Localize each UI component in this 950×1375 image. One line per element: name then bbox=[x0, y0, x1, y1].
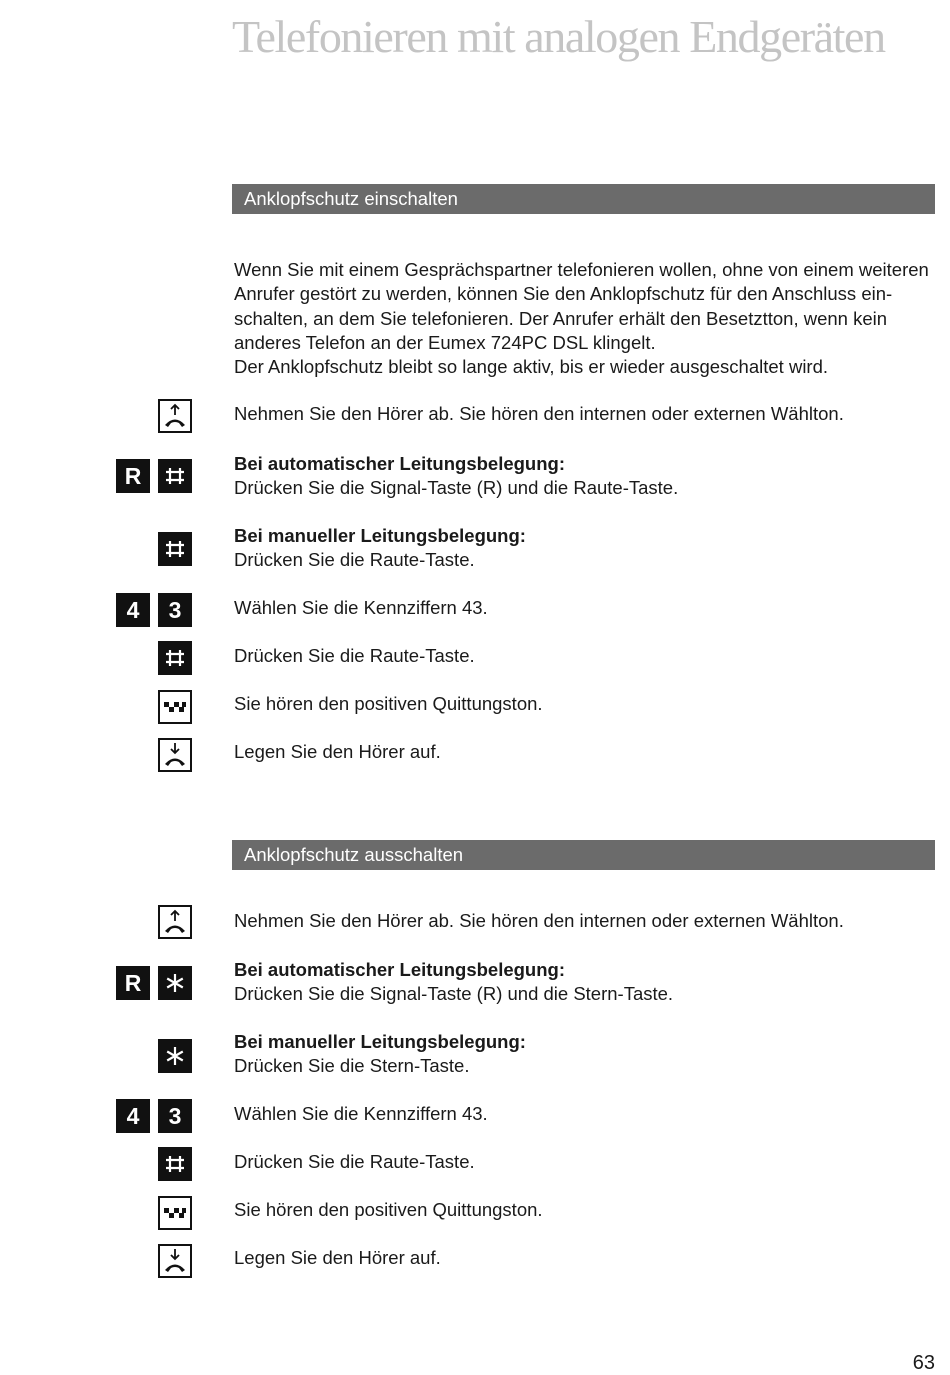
step-text: Drücken Sie die Stern-Taste. bbox=[234, 1055, 470, 1076]
step-hang-up bbox=[234, 1246, 934, 1270]
lift-handset-icon bbox=[158, 905, 192, 939]
hash-key-icon bbox=[158, 641, 192, 675]
step-press-hash bbox=[234, 1150, 934, 1174]
step-press-hash bbox=[234, 644, 934, 668]
step-dial-code bbox=[234, 1102, 934, 1126]
step-text: Drücken Sie die Raute-Taste. bbox=[234, 645, 475, 666]
step-text: Wählen Sie die Kennziffern 43. bbox=[234, 597, 488, 618]
digit-4-key: 4 bbox=[116, 593, 150, 627]
section-heading-ausschalten: Anklopfschutz ausschalten bbox=[232, 840, 935, 870]
step-automatic-line bbox=[234, 452, 934, 500]
confirmation-tone-icon bbox=[158, 1196, 192, 1230]
hash-key-icon bbox=[158, 1147, 192, 1181]
step-automatic-line bbox=[234, 958, 934, 1006]
intro-line: anderes Telefon an der Eumex 724PC DSL klingelt. bbox=[234, 331, 656, 353]
intro-line: Der Anklopfschutz bleibt so lange aktiv, bis er wieder ausgeschaltet wird. bbox=[234, 356, 829, 378]
step-lift-handset bbox=[234, 909, 934, 933]
step-text: Drücken Sie die Raute-Taste. bbox=[234, 1151, 475, 1172]
step-text: Drücken Sie die Signal-Taste (R) und die Raute-Taste. bbox=[234, 477, 679, 498]
intro-line: schalten, an dem Sie telefonieren. Der Anrufer erhält den Besetztton, wenn kein bbox=[234, 307, 888, 329]
step-text: Legen Sie den Hörer auf. bbox=[234, 1247, 441, 1268]
intro-paragraph bbox=[234, 258, 934, 379]
lift-handset-icon bbox=[158, 399, 192, 433]
step-text: Sie hören den positiven Quittungston. bbox=[234, 1199, 543, 1220]
step-text: Wählen Sie die Kennziffern 43. bbox=[234, 1103, 488, 1124]
step-title: Bei manueller Leitungsbelegung: bbox=[234, 1031, 526, 1052]
step-text: Nehmen Sie den Hörer ab. Sie hören den internen oder externen Wählton. bbox=[234, 403, 844, 424]
intro-line: Anrufer gestört zu werden, können Sie den Anklopfschutz für den Anschluss ein- bbox=[234, 283, 893, 305]
confirmation-tone-icon bbox=[158, 690, 192, 724]
star-key-icon bbox=[158, 966, 192, 1000]
step-text: Legen Sie den Hörer auf. bbox=[234, 741, 441, 762]
step-title: Bei automatischer Leitungsbelegung: bbox=[234, 959, 565, 980]
step-manual-line bbox=[234, 524, 934, 572]
step-dial-code bbox=[234, 596, 934, 620]
hash-key-icon bbox=[158, 532, 192, 566]
step-text: Drücken Sie die Signal-Taste (R) und die Stern-Taste. bbox=[234, 983, 674, 1004]
r-key: R bbox=[116, 966, 150, 1000]
step-confirmation-tone bbox=[234, 692, 934, 716]
hang-up-handset-icon bbox=[158, 1244, 192, 1278]
step-manual-line bbox=[234, 1030, 934, 1078]
digit-3-key: 3 bbox=[158, 593, 192, 627]
step-confirmation-tone bbox=[234, 1198, 934, 1222]
r-key: R bbox=[116, 459, 150, 493]
step-lift-handset bbox=[234, 402, 934, 426]
intro-line: Wenn Sie mit einem Gesprächspartner telefonieren wollen, ohne von einem weiteren bbox=[234, 259, 929, 280]
page-title: Telefonieren mit analogen Endgeräten bbox=[232, 11, 885, 62]
step-text: Sie hören den positiven Quittungston. bbox=[234, 693, 543, 714]
step-text: Nehmen Sie den Hörer ab. Sie hören den internen oder externen Wählton. bbox=[234, 910, 844, 931]
page-number: 63 bbox=[912, 1352, 935, 1374]
star-key-icon bbox=[158, 1039, 192, 1073]
section-heading-einschalten: Anklopfschutz einschalten bbox=[232, 184, 935, 214]
step-title: Bei automatischer Leitungsbelegung: bbox=[234, 453, 565, 474]
step-title: Bei manueller Leitungsbelegung: bbox=[234, 525, 526, 546]
hang-up-handset-icon bbox=[158, 738, 192, 772]
digit-4-key: 4 bbox=[116, 1099, 150, 1133]
step-text: Drücken Sie die Raute-Taste. bbox=[234, 549, 475, 570]
step-hang-up bbox=[234, 740, 934, 764]
digit-3-key: 3 bbox=[158, 1099, 192, 1133]
hash-key-icon bbox=[158, 459, 192, 493]
